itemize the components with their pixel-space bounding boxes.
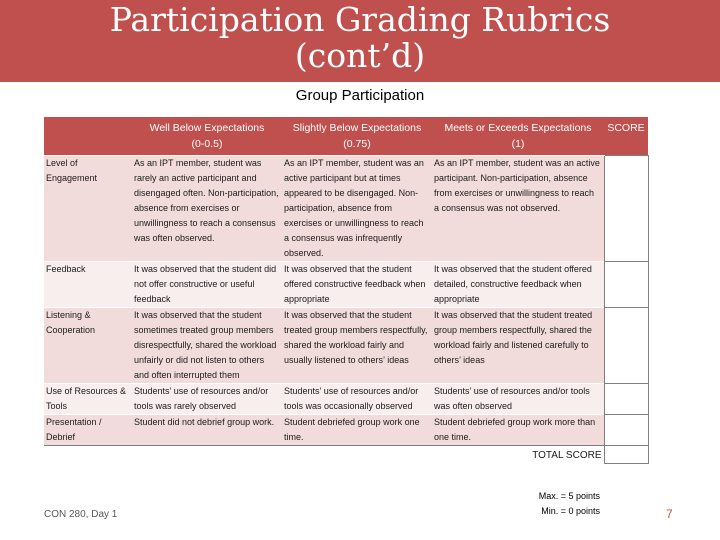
score-box-resources[interactable] — [604, 384, 648, 415]
slide-title-line1: Participation Grading Rubrics — [109, 0, 611, 39]
header-well-below-label: Well Below Expectations — [149, 122, 265, 134]
criterion-feedback: Feedback — [44, 262, 132, 308]
cell-listening-meets: It was observed that the student treated group members respectfully, shared the workload fairly and listened carefully to others’ ideas — [432, 308, 604, 384]
cell-listening-well-below: It was observed that the student sometimes treated group members disrespectfully, shared the workload unfairly or did not listen to others and often interrupted them — [132, 308, 282, 384]
header-score — [604, 117, 648, 156]
header-meets-label: Meets or Exceeds Expectations — [444, 122, 592, 134]
footer-course: CON 280, Day 1 — [44, 509, 118, 520]
table-row — [44, 308, 648, 384]
header-meets-weight: (1) — [511, 138, 525, 150]
cell-presentation-well-below: Student did not debrief group work. — [132, 415, 282, 446]
criterion-resources: Use of Resources & Tools — [44, 384, 132, 415]
cell-listening-slightly-below: It was observed that the student treated group members respectfully, shared the workload fairly and usually listened to others’ ideas — [282, 308, 432, 384]
cell-resources-slightly-below: Students’ use of resources and/or tools was occasionally observed — [282, 384, 432, 415]
header-criterion — [44, 117, 132, 156]
total-row — [44, 446, 648, 464]
cell-feedback-meets: It was observed that the student offered detailed, constructive feedback when appropriate — [432, 262, 604, 308]
title-banner — [0, 0, 720, 82]
score-box-engagement[interactable] — [604, 156, 648, 262]
score-box-listening[interactable] — [604, 308, 648, 384]
table-row — [44, 415, 648, 446]
rubric-header-row — [44, 117, 648, 156]
cell-resources-meets: Students’ use of resources and/or tools was often observed — [432, 384, 604, 415]
total-score-box[interactable] — [604, 446, 648, 464]
rubric-table — [44, 117, 649, 464]
header-score-label: SCORE — [607, 122, 645, 134]
table-row — [44, 262, 648, 308]
criterion-presentation: Presentation / Debrief — [44, 415, 132, 446]
header-slightly-below-label: Slightly Below Expectations — [292, 122, 422, 134]
cell-engagement-slightly-below: As an IPT member, student was an active participant but at times appeared to be disengaged. Non-participation, absence from exercises or unwillingness to reach a consensus was infrequently observed. — [282, 156, 432, 262]
max-points-note: Max. = 5 points — [538, 491, 600, 501]
slide-title-line2: (cont’d) — [294, 36, 426, 75]
score-box-presentation[interactable] — [604, 415, 648, 446]
header-slightly-below — [282, 117, 432, 156]
min-points-note: Min. = 0 points — [541, 506, 600, 516]
header-meets — [432, 117, 604, 156]
cell-feedback-slightly-below: It was observed that the student offered constructive feedback when appropriate — [282, 262, 432, 308]
cell-engagement-meets: As an IPT member, student was an active participant. Non-participation, absence from exercises or unwillingness to reach a consensus was not observed. — [432, 156, 604, 262]
slide-subtitle: Group Participation — [295, 87, 425, 104]
cell-feedback-well-below: It was observed that the student did not offer constructive or useful feedback — [132, 262, 282, 308]
table-row — [44, 156, 648, 262]
header-well-below — [132, 117, 282, 156]
criterion-listening: Listening & Cooperation — [44, 308, 132, 384]
total-score-label: TOTAL SCORE — [44, 446, 604, 464]
cell-presentation-slightly-below: Student debriefed group work one time. — [282, 415, 432, 446]
cell-resources-well-below: Students’ use of resources and/or tools was rarely observed — [132, 384, 282, 415]
table-row — [44, 384, 648, 415]
header-slightly-below-weight: (0.75) — [343, 138, 371, 150]
cell-engagement-well-below: As an IPT member, student was rarely an active participant and disengaged often. Non-participation, absence from exercises or unwillingness to reach a consensus was often observed. — [132, 156, 282, 262]
page-number: 7 — [666, 507, 673, 521]
criterion-engagement: Level of Engagement — [44, 156, 132, 262]
score-box-feedback[interactable] — [604, 262, 648, 308]
cell-presentation-meets: Student debriefed group work more than one time. — [432, 415, 604, 446]
header-well-below-weight: (0-0.5) — [191, 138, 223, 150]
